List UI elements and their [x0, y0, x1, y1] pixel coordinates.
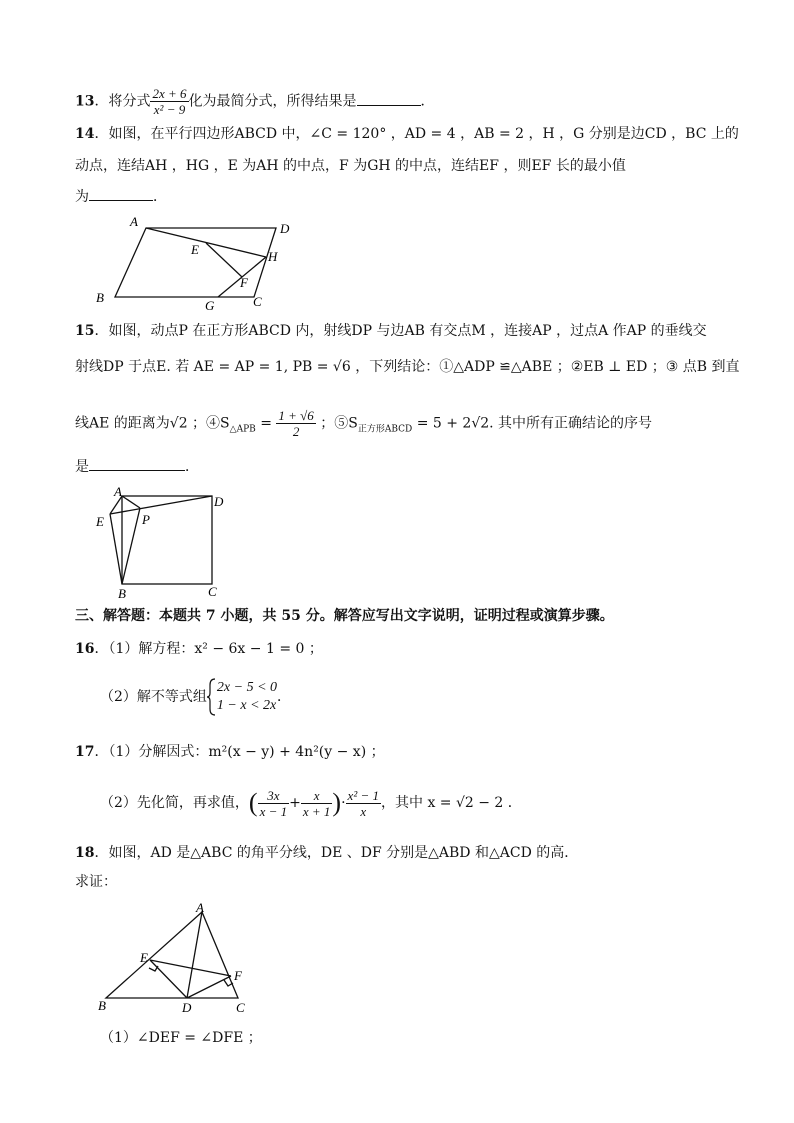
q15-text-3b: =: [255, 415, 277, 432]
q17-paren-close: ): [332, 788, 342, 817]
q15-number: 15: [75, 323, 95, 339]
q13: [75, 86, 435, 117]
q17-f1-num: 3x: [258, 788, 290, 804]
q17-f3-den: x: [360, 803, 367, 819]
q17-dot: ·: [341, 795, 346, 811]
q15-label-e: E: [96, 514, 104, 529]
q13-number: 13: [75, 93, 95, 110]
q13-fraction: [150, 86, 188, 117]
q18-label-e: E: [140, 950, 148, 965]
q18-label-d: D: [182, 1000, 192, 1015]
q18-line2: 求证：: [75, 874, 117, 890]
q14-line1: [75, 124, 739, 144]
q15-label-c: C: [208, 584, 217, 599]
q14-parallelogram-figure: [90, 213, 300, 313]
q18-triangle-figure: [92, 900, 262, 1020]
q17-tail: ，其中 x = √2 − 2 ．: [381, 795, 522, 811]
q14-number: 14: [75, 126, 95, 142]
q14-label-c: C: [253, 294, 262, 309]
q16-part1: [75, 639, 323, 659]
q17-text-2: （2）先化简，再求值，: [100, 795, 249, 811]
q16-text-2: （2）解不等式组: [100, 689, 207, 705]
q17-number: 17: [75, 744, 95, 760]
q16-part2: [100, 677, 291, 717]
q16-number: 16: [75, 641, 95, 657]
q14-text-1: ．如图，在平行四边形ABCD 中，∠C = 120° ，AD = 4 ，AB = 2 ，H ，G 分别是边CD ，BC 上的: [94, 126, 739, 142]
q14-label-h: H: [268, 249, 278, 264]
q18-label-a: A: [196, 900, 204, 915]
q16-ineq-1: 2x − 5 < 0: [216, 680, 278, 695]
q15-label-a: A: [114, 484, 122, 499]
q17-frac-2: [301, 788, 333, 819]
q18-label-f: F: [234, 968, 242, 983]
q15-line3: [75, 408, 652, 439]
q18-number: 18: [75, 845, 95, 861]
q14-line2: 动点，连结AH ，HG ，E 为AH 的中点，F 为GH 的中点，连结EF ，则EF 长的最小值: [75, 158, 626, 174]
q14-text-3a: 为: [75, 189, 89, 205]
q18-text-1: ．如图，AD 是△ABC 的角平分线，DE 、DF 分别是△ABD 和△ACD 的高．: [94, 845, 579, 861]
q15-frac-num: 1 + √6: [278, 408, 314, 423]
q15-sub-apb: △APB: [229, 424, 256, 435]
q18-label-b: B: [98, 998, 106, 1013]
q14-label-d: D: [280, 221, 290, 236]
q15-text-3c: ；⑤S: [315, 415, 358, 432]
q13-frac-den: x² − 9: [153, 102, 186, 117]
q17-paren-open: (: [248, 788, 258, 817]
q15-square-figure: [90, 484, 240, 602]
q16-text-1: ．（1）解方程：x² − 6x − 1 = 0 ；: [94, 641, 323, 657]
q15-sub-square: 正方形ABCD: [357, 424, 413, 435]
q15-label-b: B: [118, 586, 126, 601]
q17-frac-3: [346, 788, 381, 819]
q17-f2-den: x + 1: [302, 803, 331, 819]
q14-label-e: E: [191, 242, 199, 257]
q16-end: ．: [277, 689, 292, 705]
q17-part1: [75, 742, 385, 762]
q17-text-1: ．（1）分解因式：m²(x − y) + 4n²(y − x) ；: [94, 744, 385, 760]
q14-line3: [75, 186, 167, 207]
q15-line4: [75, 456, 199, 477]
q18-label-c: C: [236, 1000, 245, 1015]
q17-frac-1: [258, 788, 290, 819]
q17-f3-num: x² − 1: [347, 787, 379, 803]
q17-f1-den: x − 1: [259, 803, 288, 819]
q18-line1: [75, 843, 578, 863]
q18-part1: （1）∠DEF = ∠DFE ；: [100, 1030, 262, 1046]
q16-ineq-2: 1 − x < 2x: [216, 698, 277, 713]
q15-text-4a: 是: [75, 459, 89, 475]
q13-tail: 化为最简分式，所得结果是: [188, 93, 357, 110]
q15-label-p: P: [142, 512, 150, 527]
q15-line2: 射线DP 于点E. 若 AE = AP = 1, PB = √6 ，下列结论：①△ADP ≌△ABE ；②EB ⊥ ED ；③ 点B 到直: [75, 359, 740, 375]
q15-text-3d: = 5 + 2√2. 其中所有正确结论的序号: [412, 415, 653, 432]
q16-system: [217, 679, 277, 715]
q13-answer-blank: [357, 91, 421, 106]
q14-label-b: B: [96, 290, 104, 305]
q14-label-f: F: [240, 275, 248, 290]
q15-frac-den: 2: [292, 424, 300, 439]
q17-plus: +: [289, 795, 301, 811]
q16-brace: [207, 677, 217, 717]
q14-label-a: A: [130, 214, 138, 229]
q15-answer-blank: [89, 456, 185, 471]
q15-text-1: ．如图，动点P 在正方形ABCD 内，射线DP 与边AB 有交点M ，连接AP ，过点A 作AP 的垂线交: [94, 323, 707, 339]
q17-f2-num: x: [301, 788, 333, 804]
section3-title: 三、解答题：本题共 7 小题，共 55 分。解答应写出文字说明，证明过程或演算步骤。: [75, 608, 614, 624]
q15-line1: [75, 321, 707, 341]
q14-text-3b: ．: [153, 189, 167, 205]
q13-lead: ．将分式: [94, 93, 151, 110]
q15-text-4b: ．: [185, 459, 199, 475]
q14-answer-blank: [89, 186, 153, 201]
q15-fraction: [276, 408, 315, 439]
q13-frac-num: 2x + 6: [152, 86, 187, 101]
q17-part2: [100, 783, 522, 823]
q13-end: ．: [420, 93, 435, 110]
q15-text-3a: 线AE 的距离为√2 ；④S: [75, 415, 230, 432]
q15-label-d: D: [214, 494, 224, 509]
q14-label-g: G: [205, 298, 215, 313]
